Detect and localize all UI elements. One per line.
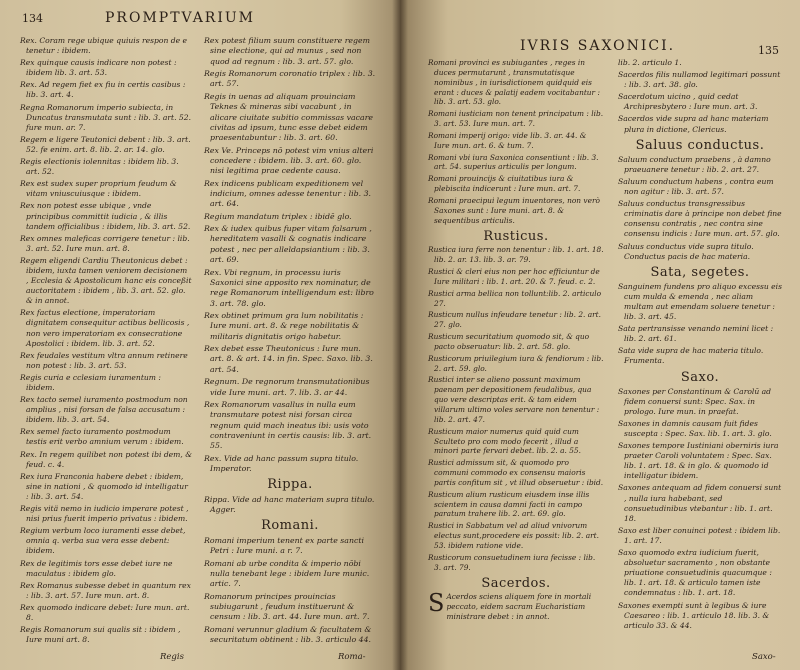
index-entry: Rex quinque causis indicare non potest : ibidem lib. 3. art. 53. (20, 58, 177, 78)
index-entry: Rex obtinet primum gra lum nobilitatis : Iure muni. art. 8. & rege nobilitatis & militaris dignitatis origo habetur. (204, 310, 364, 341)
right-column-2 (618, 58, 782, 633)
index-entry: Rex potest filium suum constituere regem sine electione, qui ad munus , sed non quod ad regnum : lib. 3. art. 57. glo. (204, 36, 371, 66)
index-entry: Rex de legitimis tors esse debet iure ne maculatus : ibidem glo. (20, 558, 173, 578)
heading-sata: Sata, segetes. (650, 264, 750, 280)
index-entry: Rex non potest esse ubique , vnde principibus committit iudicia , & illis tandem officialibus : ibidem, lib. 3. art. 52. (20, 201, 191, 231)
index-entry: Romani imperij origo: vide lib. 3. ar. 44. & Iure mun. art. 6. & tum. 7. (428, 130, 587, 150)
index-entry: Romani vbi iura Saxonica consentiunt : lib. 3. art. 54. superius articulis per longum. (428, 152, 599, 172)
index-entry: Rex. Coram rege ubique quiuis respon de e tenetur : ibidem. (20, 36, 188, 56)
right-page-number: 135 (758, 44, 779, 57)
sacerdos-text (428, 589, 604, 622)
index-entry: Rex omnes maleficas corrigere tenetur : lib. 3. art. 52. Iure mun. art. 8. (20, 233, 190, 253)
index-entry: Saluum conductum habens , contra eum non agitur : lib. 3. art. 57. (618, 176, 774, 197)
index-entry: lib. 2. articulo 1. (618, 58, 682, 67)
index-entry: Rex. Ad regem fiet ex fiu in certis casibus : lib. 3. art. 4. (20, 80, 186, 100)
index-entry: Rusticum nullus infeudare tenetur : lib. 2. art. 27. glo. (428, 310, 601, 330)
index-entry: Rex est sudex super proprium feudum & vitam vniuscuiusque : ibidem. (20, 179, 177, 199)
index-entry: Rex Ve. Princeps nō potest vim vnius alteri concedere : ibidem. lib. 3. art. 60. glo. nisi legitima prae cedente causa. (204, 145, 374, 176)
index-entry: Rex. In regem quilibet non potest ibi dem, & feud. c. 4. (20, 449, 192, 469)
saxo-entries (618, 387, 782, 631)
index-entry: Sanguinem fundens pro aliquo excessu eis cum mulda & emenda , nec aliam multam aut emendam soluere tenetur : lib. 3. art. 45. (618, 281, 782, 322)
index-entry: Regium mandatum triplex : ibidē glo. (204, 211, 352, 221)
left-col2-entries (204, 36, 376, 474)
index-entry: Rustici in Sabbatum vel ad aliud vnivorum electus sunt,procedere eis possit: lib. 2. art. 53. ibidem ratione vide. (428, 521, 599, 550)
heading-sacerdos: Sacerdos. (481, 575, 551, 591)
book-gutter (392, 0, 408, 670)
index-entry: Saxones in damnis causam fuit fides suscepta : Spec. Sax. lib. 1. art. 3. glo. (618, 418, 772, 438)
index-entry: Romani prouincijs & ciuitatibus iura & plebiscita indicerunt : Iure mun. art. 7. (428, 174, 581, 194)
index-entry: Sata pertransisse venando nemini licet : lib. 2. art. 61. (618, 324, 774, 344)
index-entry: Rex quomodo indicare debet: Iure mun. art. 8. (20, 602, 190, 622)
index-entry: Saxo quomodo extra iudicium fuerit, absoluetur sacramento , non obstante priuatione consuetudinis quacumque : lib. 1. art. 18. & articulo tamen iste condemnatus : lib. 1. art. 18. (618, 548, 772, 598)
index-entry: Sacerdos filis nullamod legitimari possunt : lib. 3. art. 38. glo. (618, 70, 781, 90)
index-entry: Rustici & cleri eius non per hoc efficiuntur de Iure militari : lib. 1. art. 20. & 7. feud. c. 2. (428, 267, 600, 286)
right-col2-entries (618, 58, 782, 135)
index-entry: Romani imperium tenent ex parte sancti Petri : Iure muni. a r. 7. (204, 535, 364, 556)
index-entry: Rustici arma bellica non tollunt:lib. 2. articulo 27. (428, 288, 602, 308)
index-entry: Saxones antequam ad fidem conuersi sunt , nulla iura habebant, sed consuetudinibus vtebantur : lib. 1. art. 18. (618, 483, 782, 523)
index-entry: Regis curia e cclesiam iuramentum : ibidem. (20, 372, 161, 392)
index-entry: Rex. Vide ad hanc passum supra titulo. Imperator. (204, 453, 359, 474)
saluus-entries (618, 155, 782, 262)
index-entry: Regis electionis iolennitas : ibidem lib. 3. art. 52. (20, 157, 179, 177)
index-entry: Regis Romanorum sui qualis sit : ibidem , Iure muni art. 8. (20, 625, 181, 645)
heading-rusticus: Rusticus. (483, 228, 549, 244)
heading-rippa: Rippa. (267, 477, 313, 493)
index-entry: Rex Romanorum vasallus in nulla eum transmutare potest nisi forsan circa regnum quid mach ineatus ibi: usis voto contraveniunt in certis causis: lib. 3. art. 55. (204, 399, 372, 451)
sata-entries (618, 282, 782, 367)
left-column-1 (20, 36, 192, 647)
dropcap-s: S (428, 589, 445, 618)
index-entry: Regem e ligere Teutonici debent : lib. 3. art. 52. fe enim. art. 8. lib. 2. ar. 14. glo. (20, 134, 191, 154)
index-entry: Romanorum principes prouincias subiugarunt , feudum instituerunt & censum : lib. 3. art. 44. Iure mun. art. 7. (204, 591, 370, 622)
index-entry: Sacerdotum uicino , quid cedat Archipresbytero : Iure mun. art. 3. (618, 92, 758, 112)
index-entry: Rusticorum consuetudinem iura fecisse : lib. 3. art. 79. (428, 552, 596, 572)
right-col1-entries (428, 58, 604, 226)
index-entry: Sata vide supra de hac materia titulo. Frumenta. (618, 346, 764, 366)
index-entry: Sacerdos vide supra ad hanc materiam plura in dictione, Clericus. (618, 114, 769, 134)
heading-saxo: Saxo. (680, 369, 720, 385)
index-entry: Romani provinci es subiugantes , reges in duces permutarunt , transmutatisque nominibus , in iurisdictionem quidquid eis erant : duces & palatij eadem vocitabantur : lib. 3. art. 53. glo. (428, 58, 600, 107)
left-column-2 (204, 36, 376, 647)
heading-romani: Romani. (261, 518, 319, 534)
index-entry: Regis Romanorum coronatio triplex : lib. 3. art. 57. (204, 69, 376, 89)
index-entry: Regium verbum loco iuramenti esse debet, omnia q. verba sua vera esse debent: ibidem. (20, 526, 186, 556)
sacerdos-text-body: Acerdos sciens aliquem fore in mortali peccato, eidem sacram Eucharistiam ministrare debet : in annot. (446, 592, 592, 622)
index-entry: Regnum. De regnorum transmutationibus vide Iure muni. art. 7. lib. 3. ar 44. (204, 377, 370, 397)
index-entry: Rex indicens publicam expeditionem vel indicium, omnes adesse tenentur : lib. 3. art. 64. (204, 178, 372, 209)
index-entry: Rex tacto semel iuramento postmodum non amplius , nisi forsan de falsa accusatum : ibidem. lib. 3. art. 54. (20, 395, 188, 425)
index-entry: Saluus conductus transgressibus criminatis dare à principe non debet fine consensu contratis , nec contra sine consensu indicis : Iure mun. art. 57. glo. (618, 199, 782, 239)
index-entry: Saxo est liber conuinci potest : ibidem lib. 1. art. 17. (618, 525, 781, 545)
index-entry: Rex factus electione, imperatoriam dignitatem consequitur actibus bellicosis , non vero imperatoriam ex consecratione Apostolici : ibidem. lib. 3. art. 52. (20, 308, 190, 348)
right-running-title: IVRIS SAXONICI. (520, 38, 676, 54)
right-column-1 (428, 58, 604, 624)
index-entry: Rex. Vbi regnum, in processu iuris Saxonici sine apposito rex nominatur, de rege Romanorum intelligendum est: libro 3. art. 78. glo. (204, 267, 374, 308)
index-entry: Rustica iura ferre non tenentur : lib. 1. art. 18. lib. 2. ar. 13. lib. 3. ar. 79. (428, 245, 604, 265)
index-entry: Rusticorum priuilegium iura & fendiorum : lib. 2. art. 59. glo. (428, 353, 604, 373)
romani-entries (204, 536, 376, 646)
index-entry: Rex iura Franconia habere debet : ibidem, sine in nationi , & quomodo id intelligatur : lib. 3. art. 54. (20, 471, 188, 501)
index-entry: Saluus conductus vide supra titulo. Conductus pacis de hac materia. (618, 241, 754, 261)
index-entry: Rex semel facto iuramento postmodum testis erit verbo amnium verum : ibidem. (20, 427, 184, 447)
left-running-head (22, 10, 255, 26)
left-col1-entries (20, 36, 192, 645)
index-entry: Saxones per Constantinum & Carolū ad fidem conuersi sunt: Spec. Sax. in prologo. Iure mun. in praefat. (618, 386, 772, 416)
right-running-head (520, 38, 675, 54)
index-entry: Rex feudales vestitum vltra annum retinere non potest : lib. 3. art. 53. (20, 350, 188, 370)
index-entry: Rustici inter se alieno possunt maximum paenam per depositionem feudalibus, qua quo vere descriptas erit. & tam eidem villarum ultimo voles servare non tenentur : lib. 2. art. 47. (428, 375, 600, 424)
index-entry: Regem eligendi Cardiu Theutonicus debet : ibidem, iuxta tamen veniorem decisionem , Ecclesia & Apostolicum hanc eis conceßit auctoritatem : ibidem , lib. 3. art. 52. glo. & in annot. (20, 255, 192, 306)
index-entry: Romani ab urbe condita & imperio nōbi nulla tenebant lege : ibidem Iure munic. artic. 7. (204, 558, 370, 589)
index-entry: Rex Romanus subesse debet in quantum rex : lib. 3. art. 57. Iure mun. art. 8. (20, 580, 191, 600)
index-entry: Saluum conductum praebens , à damno praeuanere tenetur : lib. 2. art. 27. (618, 154, 771, 174)
index-entry: Saxones tempore Iustiniani oberniris iura praeter Caroli voluntatem : Spec. Sax. lib. 1. art. 18. & in glo. & quomodo id intelligatur ibidem. (618, 441, 779, 481)
index-entry: Romani iusticiam non tenent principatum : lib. 3. art. 53. Iure mun. art. 7. (428, 109, 604, 129)
rusticus-entries (428, 245, 604, 572)
index-entry: Rex & iudex quibus fuper vitam falsarum , hereditatem vasalli & cognatis indicare potest , nec per alleldapsiantium : lib. 3. art. 69. (204, 224, 372, 265)
index-entry: Regna Romanorum imperio subiecta, in Duncatus transmutata sunt : lib. 3. art. 52. fure mun. ar. 7. (20, 102, 191, 132)
index-entry: Rex debet esse Theutonicus : Iure mun. art. 8. & art. 14. in fin. Spec. Saxo. lib. 3. art. 54. (204, 344, 373, 374)
index-entry: Romani praecipui legum inuentores, non verò Saxones sunt : Iure muni. art. 8. & sequentibus articulis. (428, 195, 600, 225)
left-running-title: PROMPTVARIUM (105, 10, 256, 26)
index-entry: Rusticum maior numerus quid quid cum Sculteto pro com modo fecerit , illud a minori parte fervari debet. lib. 2. a. 55. (428, 426, 581, 456)
right-page (400, 0, 800, 670)
catchword-left-col1: Regis (160, 652, 184, 662)
index-entry: Saxones exempti sunt à legibus & iure Caesareo : lib. 1. articulo 18. lib. 3. & articulo 33. & 44. (618, 600, 770, 630)
heading-saluus: Saluus conductus. (635, 137, 765, 153)
index-entry: Rusticum alium rusticum eiusdem inse illis scientem in causa damni facti in campo paratum trahere lib. 2. art. 69. glo. (428, 489, 590, 519)
index-entry: Regis in uenas ad aliquam prouinciam Teknes & mineras sibi vacabunt , in alicare ciuitate subitio commissas vacare civitas ad ipsum, tunc esse debet eidem praesentabuntur : lib. 3. art. 60. (204, 91, 374, 143)
index-entry: Rusticum securitatium quomodo sit, & quo pacto obseruatur: lib. 2. art. 58. glo. (428, 332, 590, 351)
catchword-right-col2: Saxo- (752, 652, 776, 662)
index-entry: Romani verunnur gladium & facultatem & securitatum obtinent : lib. 3. articulo 44. (204, 624, 372, 645)
catchword-left-col2: Roma- (338, 652, 366, 662)
rippa-text: Rippa. Vide ad hanc materiam supra titulo. Agger. (204, 494, 375, 515)
index-entry: Rustici admissum sit, & quomodo pro communi commodo ex consensu maioris partis confitum sit , vt illud obseruetur : ibid. (428, 458, 604, 487)
left-page-number: 134 (22, 12, 43, 25)
index-entry: Regis vitä nemo in iudicio imperare potest , nisi prius fuerit imperio privatus : ibidem. (20, 504, 189, 524)
